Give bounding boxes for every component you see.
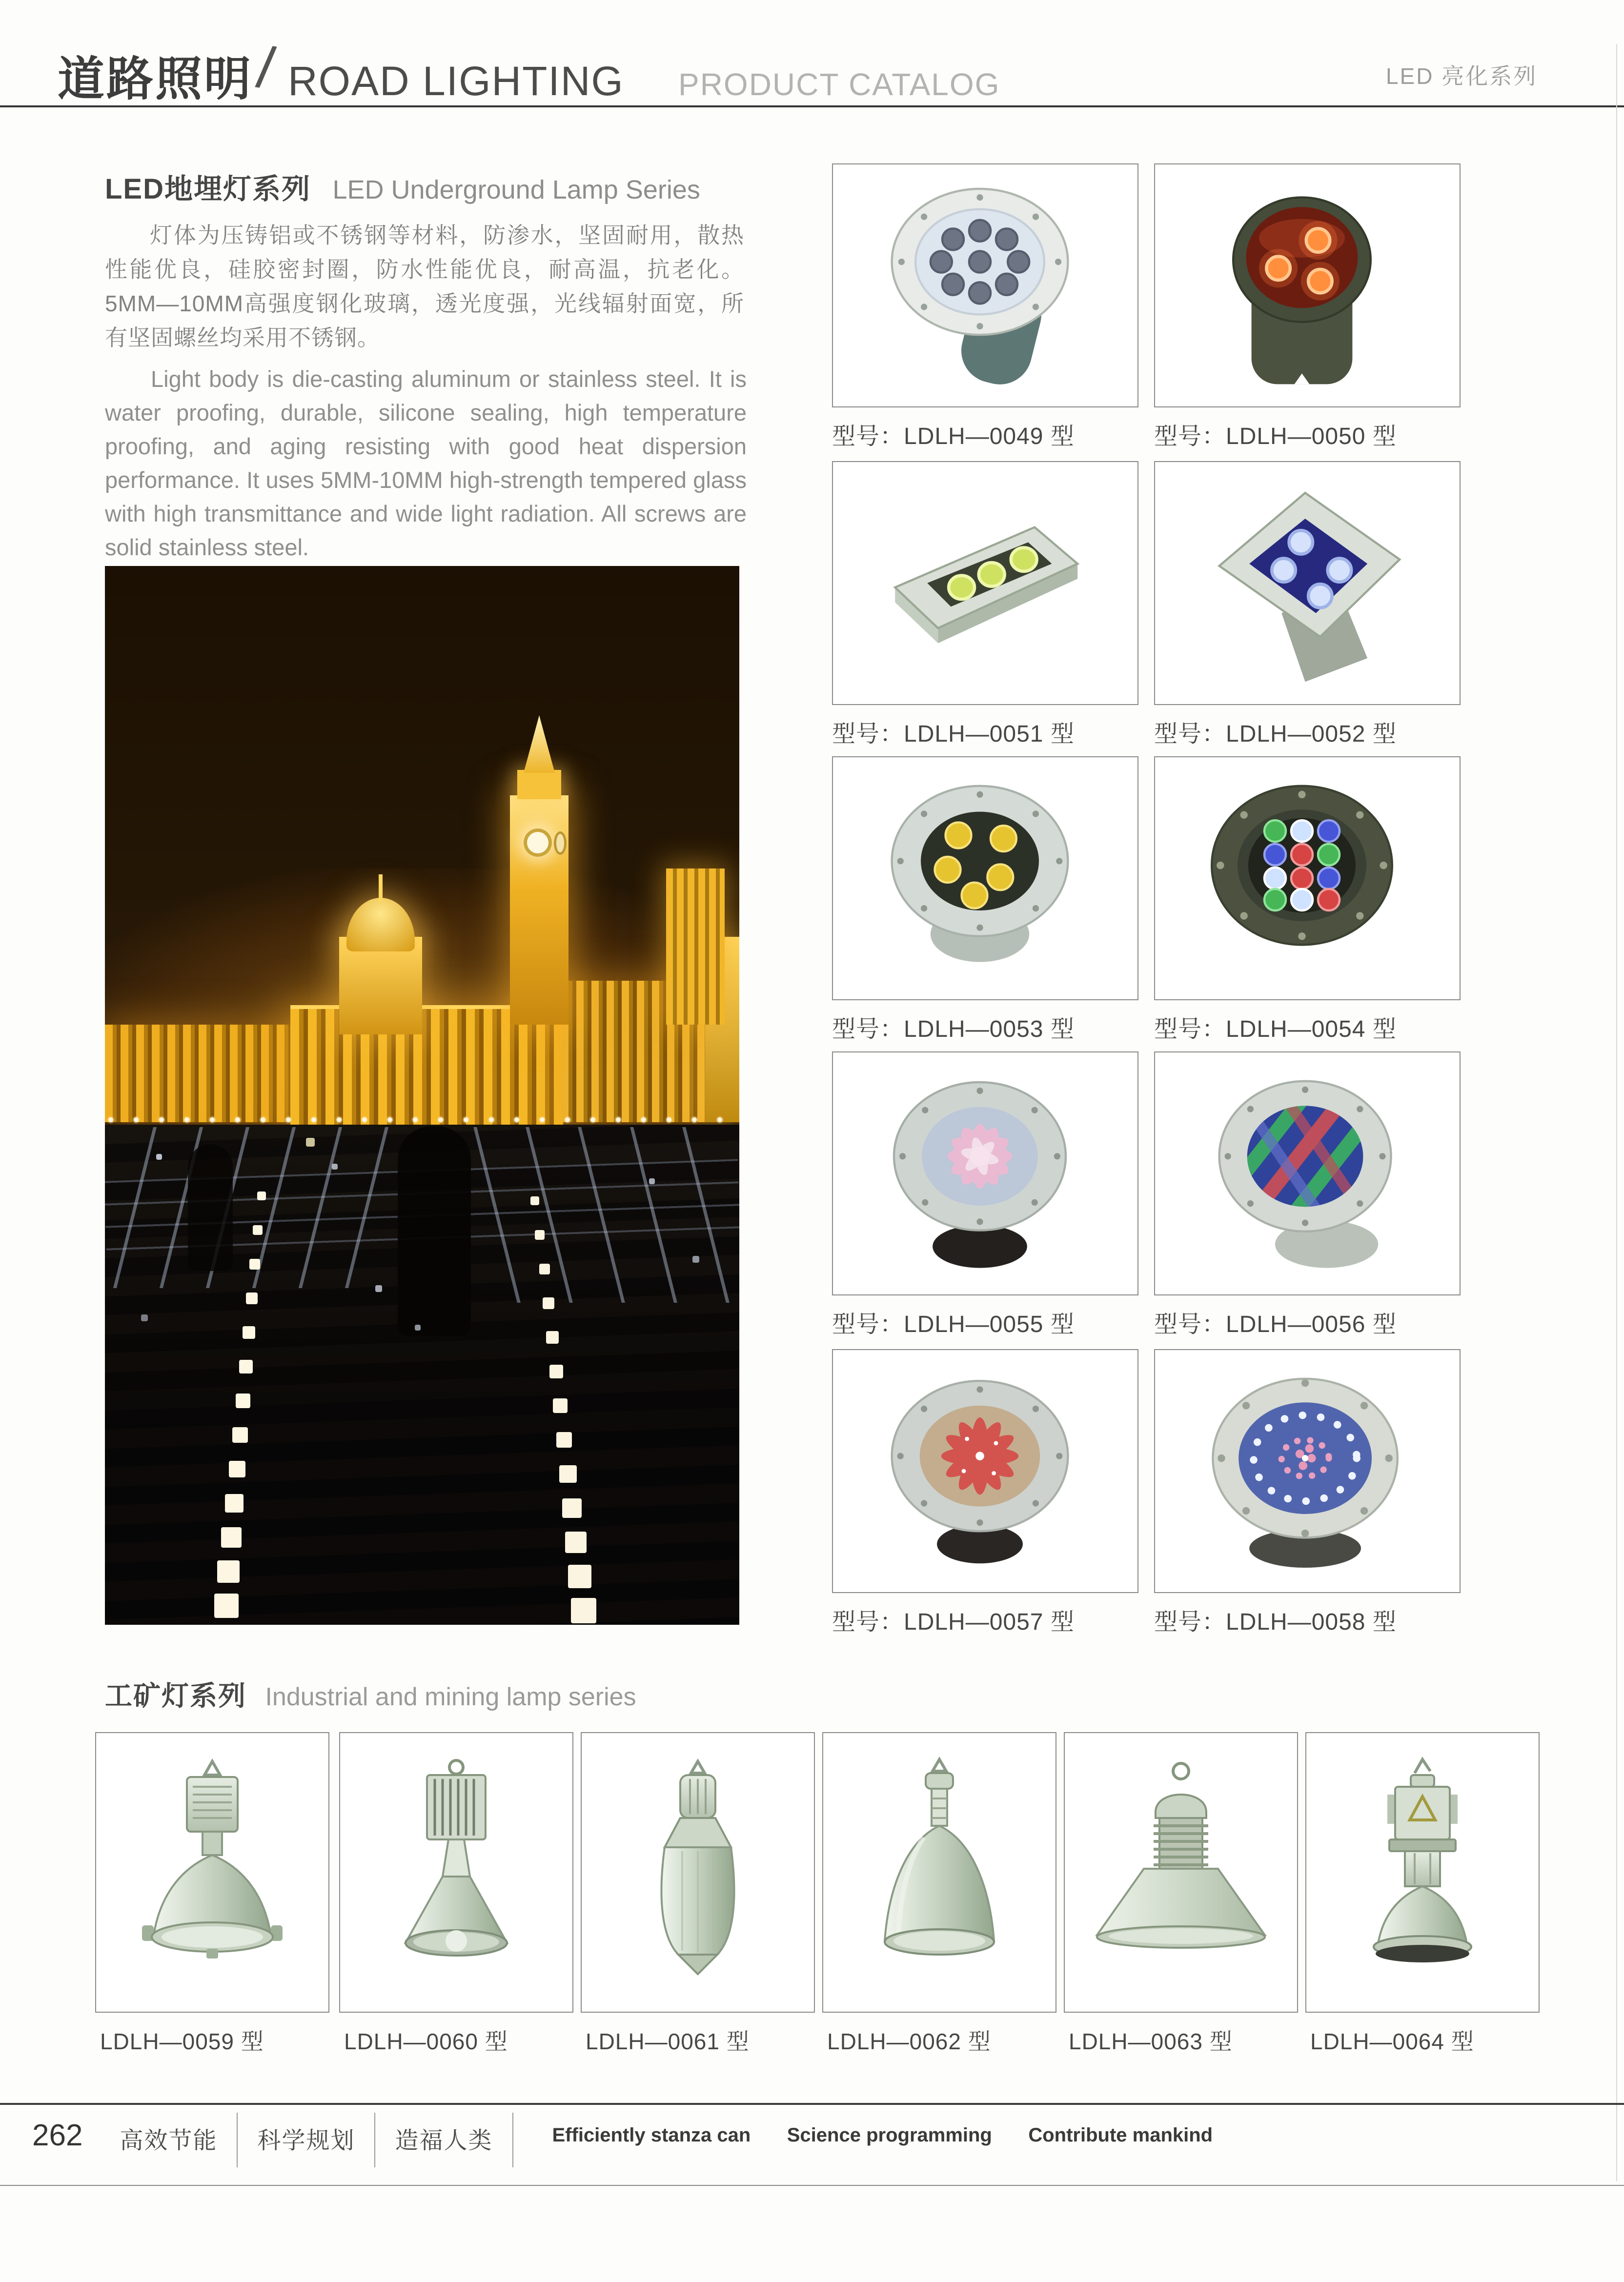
photo-railing-left [105,1127,423,1288]
model-label-0053: 型号：LDLH—0053 型 [832,1016,1075,1042]
header-divider [0,105,1624,107]
page-subtitle: PRODUCT CATALOG [678,67,1000,102]
lamp-image-0064 [1325,1746,1520,1999]
model-label-0052: 型号：LDLH—0052 型 [1154,721,1397,747]
model-label-0057: 型号：LDLH—0057 型 [832,1609,1075,1635]
model-label-0056: 型号：LDLH—0056 型 [1154,1312,1397,1337]
footer [32,2113,1594,2176]
footer-slogan-en-2: Science programming [787,2124,992,2146]
model-label-0054: 型号：LDLH—0054 型 [1154,1016,1397,1042]
lamp-image-0062 [842,1746,1037,1999]
model-label-0055: 型号：LDLH—0055 型 [832,1312,1075,1337]
product-frame-0055 [832,1051,1138,1295]
product-frame-0052 [1154,461,1461,705]
product-frame-0049 [832,163,1138,407]
mining-section-title [105,1675,636,1714]
photo-dome-finial [379,874,383,902]
photo-clock-tower-top [517,770,561,799]
lamp-image-0055 [849,1066,1122,1281]
photo-scattered-lights [105,566,106,567]
mining-frame-0059 [95,1732,329,2013]
lamp-image-0053 [849,771,1122,986]
photo-person-silhouette-2 [188,1144,233,1271]
footer-divider-top [0,2103,1624,2105]
photo-dome-building [339,937,422,1034]
footer-slogan-cn-3: 造福人类 [375,2113,513,2167]
lamp-image-0049 [849,178,1122,393]
page-title-chinese: 道路照明 [58,53,253,105]
section-title [105,166,749,207]
mining-title-chinese: 工矿灯系列 [105,1680,246,1711]
mining-label-0059: LDLH—0059 型 [100,2029,264,2054]
mining-frame-0062 [822,1732,1056,2013]
mining-frame-0060 [339,1732,573,2013]
lamp-image-0056 [1171,1066,1444,1281]
mining-frame-0063 [1064,1732,1298,2013]
mining-label-0064: LDLH—0064 型 [1310,2029,1474,2054]
footer-slogan-en-1: Efficiently stanza can [552,2124,751,2146]
mining-title-english: Industrial and mining lamp series [265,1683,636,1711]
series-label: LED 亮化系列 [1386,63,1538,89]
product-frame-0051 [832,461,1138,705]
mining-label-0061: LDLH—0061 型 [586,2029,750,2054]
footer-slogan-en-3: Contribute mankind [1028,2124,1213,2146]
photo-person-silhouette [398,1126,471,1336]
product-frame-0057 [832,1349,1138,1593]
photo-clock-face-side [554,831,567,855]
lamp-image-0051 [849,476,1122,690]
footer-slogans-english [552,2113,1247,2146]
lamp-image-0059 [115,1746,310,1999]
photo-right-tower [666,868,725,1025]
mining-label-0060: LDLH—0060 型 [344,2029,508,2054]
lamp-image-0054 [1171,771,1444,986]
model-label-0058: 型号：LDLH—0058 型 [1154,1609,1397,1635]
page-number: 262 [32,2119,83,2152]
intro-paragraph-english: Light body is die-casting aluminum or stainless steel. It is water proofing, durable, silicone sealing, high temperature proofing, and aging resisting with good heat dispersion performance. It uses 5MM-10MM high-strength tempered glass with high transmittance and wide light radiation. All screws are solid stainless steel. [105,366,747,561]
intro-paragraph-chinese: 灯体为压铸铝或不锈钢等材料，防渗水，坚固耐用，散热性能优良，硅胶密封圈，防水性能优良，耐高温，抗老化。5MM—10MM高强度钢化玻璃，透光度强，光线辐射面宽，所有坚固螺丝均采用不锈钢。 [105,222,744,350]
product-frame-0053 [832,756,1138,1000]
photo-clock-face [524,828,552,857]
lamp-image-0060 [359,1746,554,1999]
footer-slogan-cn-2: 科学规划 [238,2113,375,2167]
page-title-english: ROAD LIGHTING [288,58,624,104]
lamp-image-0057 [849,1364,1122,1578]
night-cityscape-photo [105,566,739,1625]
model-label-0049: 型号：LDLH—0049 型 [832,424,1075,449]
model-label-0050: 型号：LDLH—0050 型 [1154,424,1397,449]
product-frame-0056 [1154,1051,1461,1295]
section-title-chinese: LED地埋灯系列 [105,173,311,205]
page-edge-line [1616,44,1617,2181]
photo-buildings-left [105,1025,315,1122]
footer-divider-bottom [0,2185,1624,2186]
section-title-english: LED Underground Lamp Series [332,175,700,204]
product-frame-0054 [1154,756,1461,1000]
lamp-image-0058 [1171,1364,1444,1578]
mining-frame-0064 [1305,1732,1540,2013]
model-label-0051: 型号：LDLH—0051 型 [832,721,1075,747]
lamp-image-0063 [1083,1746,1279,1999]
photo-railing-right [425,1127,739,1303]
footer-slogan-cn-1: 高效节能 [100,2113,238,2167]
title-separator: / [253,34,279,101]
mining-frame-0061 [581,1732,815,2013]
lamp-image-0050 [1171,178,1444,393]
lamp-image-0052 [1171,476,1444,690]
mining-label-0062: LDLH—0062 型 [827,2029,991,2054]
product-frame-0050 [1154,163,1461,407]
lamp-image-0061 [600,1746,795,1999]
mining-label-0063: LDLH—0063 型 [1069,2029,1233,2054]
product-frame-0058 [1154,1349,1461,1593]
